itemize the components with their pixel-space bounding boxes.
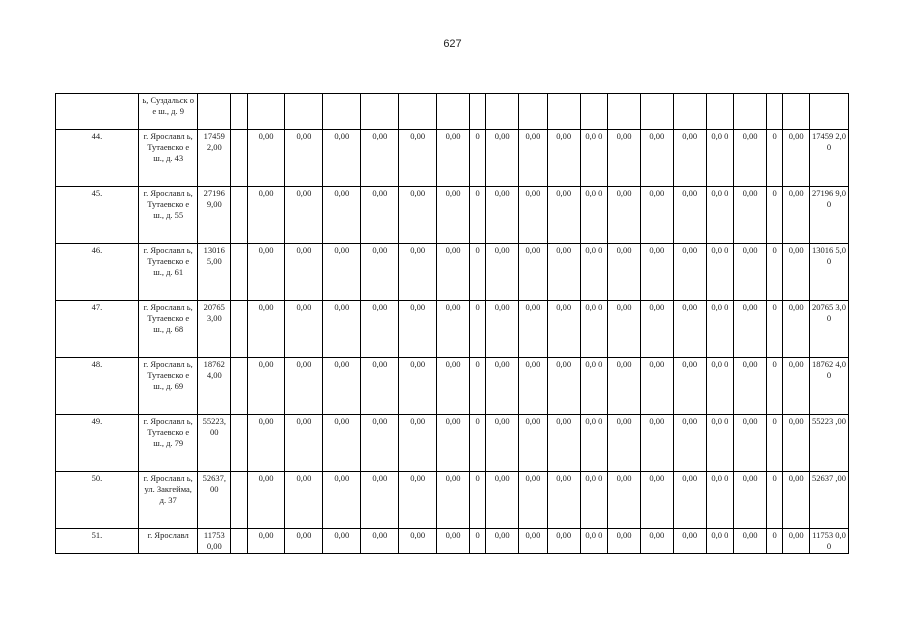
value-cell: 0,00 bbox=[247, 301, 285, 358]
value-cell: 0,00 bbox=[323, 358, 361, 415]
value-cell: 0,00 bbox=[437, 415, 470, 472]
value-cell: 0,00 bbox=[247, 187, 285, 244]
empty-cell bbox=[231, 415, 247, 472]
value-cell: 0,00 bbox=[247, 358, 285, 415]
value-cell: 0,0 0 bbox=[706, 244, 734, 301]
value-cell: 0,00 bbox=[519, 187, 548, 244]
value-cell: 0,00 bbox=[547, 187, 580, 244]
value-cell: 0 bbox=[766, 130, 782, 187]
value-cell: 0,0 0 bbox=[706, 472, 734, 529]
value-cell: 0,0 0 bbox=[580, 529, 608, 554]
value-cell: 0 bbox=[469, 358, 485, 415]
value-cell: 0,00 bbox=[783, 472, 810, 529]
value-cell: 0,00 bbox=[399, 244, 437, 301]
value-cell: 0,00 bbox=[640, 130, 673, 187]
row-number-cell: 48. bbox=[56, 358, 139, 415]
row-number-cell: 50. bbox=[56, 472, 139, 529]
total-cell: 55223 ,00 bbox=[809, 415, 848, 472]
address-cell: г. Ярославл ь, Тутаевско е ш., д. 68 bbox=[138, 301, 197, 358]
value-cell: 0,00 bbox=[285, 415, 323, 472]
value-cell: 0,00 bbox=[734, 472, 767, 529]
value-cell: 0,00 bbox=[437, 130, 470, 187]
value-cell: 0,00 bbox=[640, 358, 673, 415]
value-cell bbox=[323, 94, 361, 130]
address-cell: г. Ярославл ь, Тутаевско е ш., д. 55 bbox=[138, 187, 197, 244]
amount-cell: 13016 5,00 bbox=[198, 244, 231, 301]
amount-cell: 20765 3,00 bbox=[198, 301, 231, 358]
value-cell: 0 bbox=[766, 244, 782, 301]
value-cell: 0,00 bbox=[673, 130, 706, 187]
value-cell: 0,0 0 bbox=[580, 187, 608, 244]
value-cell bbox=[399, 94, 437, 130]
value-cell: 0,00 bbox=[399, 358, 437, 415]
value-cell: 0,00 bbox=[361, 244, 399, 301]
value-cell: 0,00 bbox=[519, 358, 548, 415]
value-cell: 0,00 bbox=[519, 301, 548, 358]
value-cell: 0,00 bbox=[285, 187, 323, 244]
value-cell: 0,00 bbox=[547, 415, 580, 472]
value-cell: 0,00 bbox=[547, 358, 580, 415]
value-cell: 0,00 bbox=[486, 301, 519, 358]
value-cell: 0,00 bbox=[640, 472, 673, 529]
row-number-cell: 51. bbox=[56, 529, 139, 554]
table-row bbox=[56, 415, 849, 472]
value-cell: 0,00 bbox=[437, 244, 470, 301]
value-cell: 0,00 bbox=[734, 244, 767, 301]
value-cell: 0 bbox=[766, 301, 782, 358]
address-cell: ь, Суздальск ое ш., д. 9 bbox=[138, 94, 197, 130]
total-cell: 27196 9,00 bbox=[809, 187, 848, 244]
value-cell: 0,00 bbox=[519, 415, 548, 472]
value-cell: 0,00 bbox=[734, 301, 767, 358]
value-cell bbox=[766, 94, 782, 130]
table-row bbox=[56, 187, 849, 244]
value-cell: 0,00 bbox=[547, 472, 580, 529]
value-cell: 0,00 bbox=[486, 187, 519, 244]
value-cell: 0,00 bbox=[547, 529, 580, 554]
table-row bbox=[56, 130, 849, 187]
value-cell: 0,00 bbox=[673, 472, 706, 529]
value-cell: 0,00 bbox=[399, 472, 437, 529]
address-cell: г. Ярославл bbox=[138, 529, 197, 554]
amount-cell: 27196 9,00 bbox=[198, 187, 231, 244]
value-cell: 0,00 bbox=[361, 472, 399, 529]
empty-cell bbox=[231, 301, 247, 358]
value-cell: 0,00 bbox=[673, 529, 706, 554]
row-number-cell: 45. bbox=[56, 187, 139, 244]
value-cell: 0,00 bbox=[361, 130, 399, 187]
value-cell bbox=[673, 94, 706, 130]
value-cell: 0 bbox=[469, 472, 485, 529]
table-row bbox=[56, 358, 849, 415]
value-cell: 0,00 bbox=[608, 130, 641, 187]
value-cell: 0,00 bbox=[361, 187, 399, 244]
table-row bbox=[56, 529, 849, 554]
value-cell: 0,00 bbox=[608, 529, 641, 554]
value-cell: 0 bbox=[766, 472, 782, 529]
amount-cell: 52637, 00 bbox=[198, 472, 231, 529]
empty-cell bbox=[231, 187, 247, 244]
value-cell: 0,00 bbox=[323, 415, 361, 472]
table-row bbox=[56, 244, 849, 301]
total-cell: 20765 3,00 bbox=[809, 301, 848, 358]
row-number-cell bbox=[56, 94, 139, 130]
value-cell bbox=[469, 94, 485, 130]
value-cell: 0,00 bbox=[783, 529, 810, 554]
value-cell: 0,0 0 bbox=[706, 301, 734, 358]
value-cell: 0,0 0 bbox=[706, 415, 734, 472]
total-cell: 17459 2,00 bbox=[809, 130, 848, 187]
value-cell: 0,0 0 bbox=[580, 415, 608, 472]
value-cell: 0,00 bbox=[323, 130, 361, 187]
value-cell bbox=[437, 94, 470, 130]
value-cell: 0,00 bbox=[640, 529, 673, 554]
value-cell bbox=[706, 94, 734, 130]
value-cell: 0,00 bbox=[734, 529, 767, 554]
value-cell: 0,00 bbox=[437, 358, 470, 415]
value-cell bbox=[608, 94, 641, 130]
value-cell: 0,00 bbox=[486, 130, 519, 187]
page-number: 627 bbox=[443, 38, 462, 50]
amount-cell: 17459 2,00 bbox=[198, 130, 231, 187]
value-cell: 0,00 bbox=[437, 187, 470, 244]
total-cell bbox=[809, 94, 848, 130]
total-cell: 11753 0,00 bbox=[809, 529, 848, 554]
value-cell: 0,00 bbox=[285, 358, 323, 415]
amount-cell: 55223, 00 bbox=[198, 415, 231, 472]
value-cell: 0,00 bbox=[734, 130, 767, 187]
value-cell: 0,00 bbox=[323, 472, 361, 529]
value-cell: 0,0 0 bbox=[580, 472, 608, 529]
value-cell: 0,00 bbox=[608, 244, 641, 301]
value-cell: 0,00 bbox=[285, 301, 323, 358]
value-cell: 0,00 bbox=[783, 358, 810, 415]
value-cell: 0,00 bbox=[285, 244, 323, 301]
value-cell: 0 bbox=[766, 187, 782, 244]
value-cell bbox=[734, 94, 767, 130]
value-cell: 0,00 bbox=[608, 415, 641, 472]
value-cell: 0,00 bbox=[673, 301, 706, 358]
value-cell: 0 bbox=[766, 358, 782, 415]
value-cell: 0,00 bbox=[734, 358, 767, 415]
value-cell: 0,00 bbox=[323, 187, 361, 244]
value-cell: 0,00 bbox=[486, 244, 519, 301]
value-cell: 0,00 bbox=[285, 529, 323, 554]
value-cell: 0,00 bbox=[437, 301, 470, 358]
value-cell: 0,00 bbox=[361, 529, 399, 554]
table-row-continuation bbox=[56, 94, 849, 130]
value-cell bbox=[285, 94, 323, 130]
value-cell: 0,00 bbox=[673, 415, 706, 472]
value-cell: 0,00 bbox=[547, 301, 580, 358]
address-cell: г. Ярославл ь, Тутаевско е ш., д. 43 bbox=[138, 130, 197, 187]
value-cell: 0,00 bbox=[547, 130, 580, 187]
address-cell: г. Ярославл ь, Тутаевско е ш., д. 79 bbox=[138, 415, 197, 472]
value-cell: 0,0 0 bbox=[706, 130, 734, 187]
value-cell: 0,00 bbox=[323, 301, 361, 358]
value-cell: 0,00 bbox=[640, 187, 673, 244]
value-cell: 0,00 bbox=[519, 130, 548, 187]
value-cell: 0,00 bbox=[640, 415, 673, 472]
value-cell: 0,0 0 bbox=[580, 301, 608, 358]
value-cell: 0,00 bbox=[361, 301, 399, 358]
row-number-cell: 44. bbox=[56, 130, 139, 187]
value-cell: 0,00 bbox=[547, 244, 580, 301]
value-cell: 0,00 bbox=[673, 187, 706, 244]
value-cell: 0,00 bbox=[486, 415, 519, 472]
total-cell: 52637 ,00 bbox=[809, 472, 848, 529]
address-cell: г. Ярославл ь, Тутаевско е ш., д. 69 bbox=[138, 358, 197, 415]
value-cell: 0,00 bbox=[399, 187, 437, 244]
value-cell: 0,00 bbox=[399, 301, 437, 358]
amount-cell: 18762 4,00 bbox=[198, 358, 231, 415]
value-cell: 0,00 bbox=[519, 244, 548, 301]
value-cell: 0,00 bbox=[323, 244, 361, 301]
value-cell: 0,00 bbox=[519, 472, 548, 529]
value-cell: 0,00 bbox=[486, 472, 519, 529]
value-cell: 0 bbox=[469, 415, 485, 472]
value-cell: 0,00 bbox=[486, 358, 519, 415]
total-cell: 13016 5,00 bbox=[809, 244, 848, 301]
value-cell: 0,00 bbox=[783, 244, 810, 301]
value-cell bbox=[247, 94, 285, 130]
value-cell: 0,00 bbox=[608, 187, 641, 244]
value-cell: 0,00 bbox=[734, 187, 767, 244]
value-cell bbox=[361, 94, 399, 130]
value-cell: 0,0 0 bbox=[580, 130, 608, 187]
value-cell: 0,00 bbox=[437, 472, 470, 529]
value-cell: 0,00 bbox=[399, 130, 437, 187]
value-cell: 0,0 0 bbox=[706, 187, 734, 244]
total-cell: 18762 4,00 bbox=[809, 358, 848, 415]
table-row bbox=[56, 301, 849, 358]
value-cell: 0,00 bbox=[361, 415, 399, 472]
value-cell bbox=[519, 94, 548, 130]
value-cell: 0,00 bbox=[640, 301, 673, 358]
value-cell bbox=[231, 94, 247, 130]
value-cell: 0,00 bbox=[486, 529, 519, 554]
value-cell: 0 bbox=[766, 415, 782, 472]
value-cell bbox=[580, 94, 608, 130]
empty-cell bbox=[231, 529, 247, 554]
value-cell: 0,00 bbox=[673, 244, 706, 301]
amount-cell bbox=[198, 94, 231, 130]
value-cell: 0,00 bbox=[285, 130, 323, 187]
amount-cell: 11753 0,00 bbox=[198, 529, 231, 554]
value-cell: 0,0 0 bbox=[706, 358, 734, 415]
data-table bbox=[55, 93, 849, 554]
value-cell: 0,00 bbox=[399, 529, 437, 554]
value-cell: 0,00 bbox=[783, 415, 810, 472]
value-cell: 0 bbox=[469, 301, 485, 358]
value-cell bbox=[486, 94, 519, 130]
value-cell: 0,00 bbox=[399, 415, 437, 472]
empty-cell bbox=[231, 358, 247, 415]
table-row bbox=[56, 472, 849, 529]
value-cell: 0,00 bbox=[640, 244, 673, 301]
value-cell bbox=[783, 94, 810, 130]
value-cell: 0 bbox=[766, 529, 782, 554]
value-cell: 0,00 bbox=[361, 358, 399, 415]
empty-cell bbox=[231, 472, 247, 529]
row-number-cell: 49. bbox=[56, 415, 139, 472]
value-cell: 0,00 bbox=[247, 415, 285, 472]
row-number-cell: 47. bbox=[56, 301, 139, 358]
value-cell: 0,00 bbox=[285, 472, 323, 529]
value-cell bbox=[640, 94, 673, 130]
value-cell: 0 bbox=[469, 187, 485, 244]
value-cell: 0 bbox=[469, 244, 485, 301]
value-cell: 0,00 bbox=[783, 130, 810, 187]
value-cell: 0 bbox=[469, 529, 485, 554]
address-cell: г. Ярославл ь, ул. Закгейма, д. 37 bbox=[138, 472, 197, 529]
address-cell: г. Ярославл ь, Тутаевско е ш., д. 61 bbox=[138, 244, 197, 301]
value-cell: 0,00 bbox=[247, 130, 285, 187]
value-cell: 0,00 bbox=[437, 529, 470, 554]
value-cell: 0,00 bbox=[673, 358, 706, 415]
value-cell bbox=[547, 94, 580, 130]
value-cell: 0,00 bbox=[783, 187, 810, 244]
value-cell: 0 bbox=[469, 130, 485, 187]
value-cell: 0,0 0 bbox=[706, 529, 734, 554]
empty-cell bbox=[231, 244, 247, 301]
value-cell: 0,00 bbox=[247, 529, 285, 554]
value-cell: 0,00 bbox=[608, 358, 641, 415]
value-cell: 0,00 bbox=[519, 529, 548, 554]
value-cell: 0,00 bbox=[783, 301, 810, 358]
value-cell: 0,00 bbox=[734, 415, 767, 472]
value-cell: 0,0 0 bbox=[580, 358, 608, 415]
value-cell: 0,00 bbox=[323, 529, 361, 554]
value-cell: 0,00 bbox=[247, 244, 285, 301]
value-cell: 0,00 bbox=[247, 472, 285, 529]
value-cell: 0,00 bbox=[608, 472, 641, 529]
value-cell: 0,00 bbox=[608, 301, 641, 358]
empty-cell bbox=[231, 130, 247, 187]
value-cell: 0,0 0 bbox=[580, 244, 608, 301]
row-number-cell: 46. bbox=[56, 244, 139, 301]
